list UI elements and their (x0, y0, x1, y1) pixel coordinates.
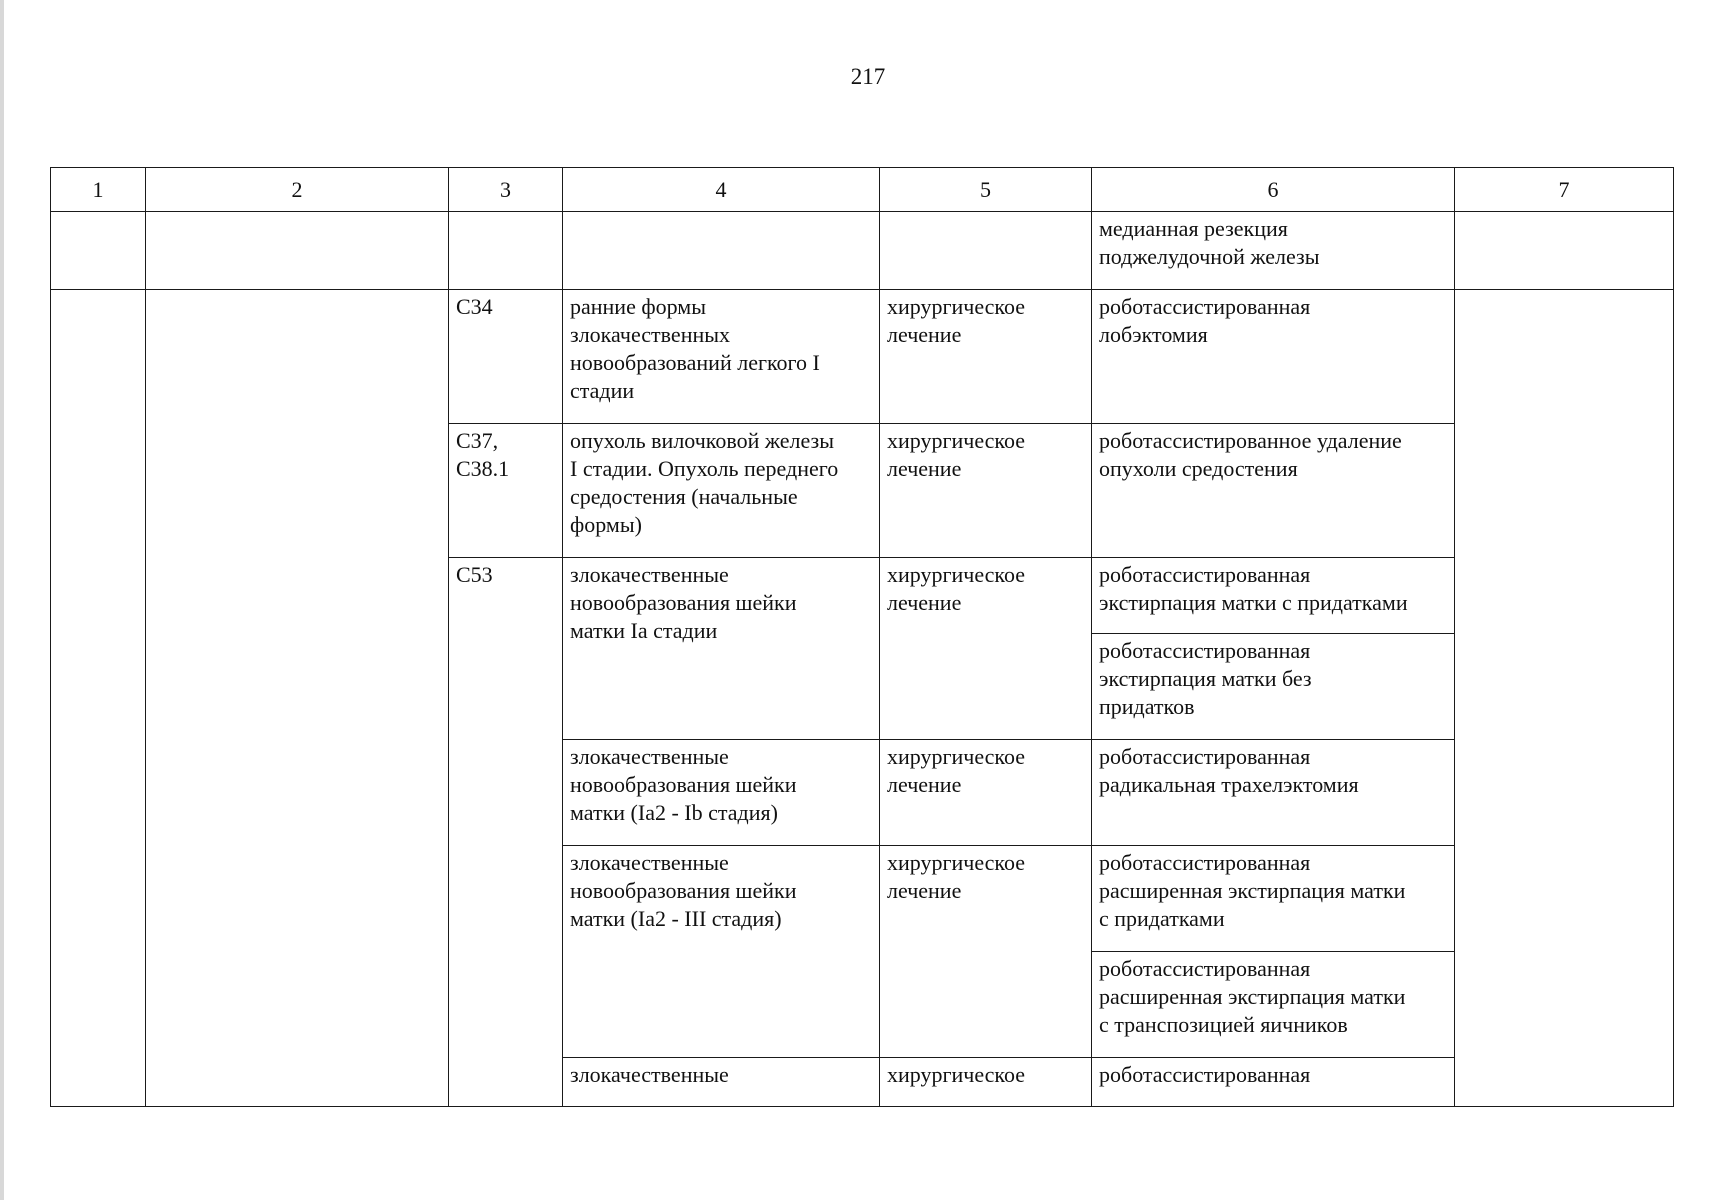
diagnosis-text: злокачественные новообразования шейки матки Ia стадии (570, 562, 797, 643)
treatment-type-text: хирургическое лечение (887, 744, 1026, 797)
column-number-6: 6 (1092, 168, 1455, 212)
icd-code-cell (449, 558, 563, 1107)
column-number-5: 5 (880, 168, 1092, 212)
treatment-type-cell (880, 424, 1092, 558)
table-cell (1455, 290, 1674, 1107)
treatment-method-cell (1092, 740, 1455, 846)
table-cell (51, 212, 146, 290)
procedures-table (50, 167, 1674, 1107)
diagnosis-text: злокачественные новообразования шейки матки (Ia2 - III стадия) (570, 850, 797, 931)
treatment-method-cell (1092, 424, 1455, 558)
icd-code-text: C34 (456, 294, 493, 319)
treatment-method-text: роботассистированная расширенная экстирпация матки с придатками (1099, 850, 1406, 931)
page-number: 217 (850, 64, 886, 89)
column-number-1: 1 (51, 168, 146, 212)
treatment-method-cell (1092, 558, 1455, 634)
treatment-method-cell (1092, 212, 1455, 290)
diagnosis-cell (563, 740, 880, 846)
treatment-method-text: роботассистированная лобэктомия (1099, 294, 1311, 347)
treatment-type-cell (880, 1058, 1092, 1107)
treatment-method-cell (1092, 290, 1455, 424)
treatment-type-cell (880, 290, 1092, 424)
column-number-3: 3 (449, 168, 563, 212)
diagnosis-cell (563, 290, 880, 424)
table-cell (146, 290, 449, 1107)
treatment-method-text: медианная резекция поджелудочной железы (1099, 216, 1320, 269)
diagnosis-text: опухоль вилочковой железы I стадии. Опухоль переднего средостения (начальные формы) (570, 428, 839, 537)
table-cell (880, 212, 1092, 290)
icd-code-text: C37, C38.1 (456, 428, 510, 481)
column-number-4: 4 (563, 168, 880, 212)
table-cell (51, 290, 146, 1107)
treatment-type-text: хирургическое лечение (887, 428, 1026, 481)
treatment-type-text: хирургическое лечение (887, 562, 1026, 615)
column-number-row (51, 168, 1674, 212)
treatment-method-cell (1092, 846, 1455, 952)
treatment-method-text: роботассистированная расширенная экстирпация матки с транспозицией яичников (1099, 956, 1406, 1037)
treatment-method-cell (1092, 634, 1455, 740)
treatment-method-text: роботассистированная экстирпация матки с придатками (1099, 562, 1408, 615)
treatment-type-text: хирургическое (887, 1062, 1026, 1087)
table-row (51, 290, 1674, 424)
diagnosis-text: злокачественные новообразования шейки матки (Ia2 - Ib стадия) (570, 744, 797, 825)
treatment-method-text: роботассистированная радикальная трахелэктомия (1099, 744, 1359, 797)
table-cell (449, 212, 563, 290)
treatment-method-cell (1092, 952, 1455, 1058)
table-cell (563, 212, 880, 290)
diagnosis-text: злокачественные (570, 1062, 729, 1087)
treatment-type-cell (880, 846, 1092, 1058)
table-row (51, 212, 1674, 290)
icd-code-cell (449, 290, 563, 424)
treatment-method-text: роботассистированное удаление опухоли средостения (1099, 428, 1402, 481)
treatment-type-text: хирургическое лечение (887, 294, 1026, 347)
scan-edge (0, 0, 4, 1200)
icd-code-text: C53 (456, 562, 493, 587)
icd-code-cell (449, 424, 563, 558)
treatment-method-text: роботассистированная экстирпация матки без придатков (1099, 638, 1312, 719)
column-number-7: 7 (1455, 168, 1674, 212)
treatment-type-text: хирургическое лечение (887, 850, 1026, 903)
treatment-type-cell (880, 558, 1092, 740)
treatment-method-text: роботассистированная (1099, 1062, 1311, 1087)
table-cell (146, 212, 449, 290)
diagnosis-cell (563, 846, 880, 1058)
table-cell (1455, 212, 1674, 290)
diagnosis-cell (563, 1058, 880, 1107)
treatment-method-cell (1092, 1058, 1455, 1107)
diagnosis-text: ранние формы злокачественных новообразований легкого I стадии (570, 294, 820, 403)
treatment-type-cell (880, 740, 1092, 846)
column-number-2: 2 (146, 168, 449, 212)
diagnosis-cell (563, 424, 880, 558)
diagnosis-cell (563, 558, 880, 740)
